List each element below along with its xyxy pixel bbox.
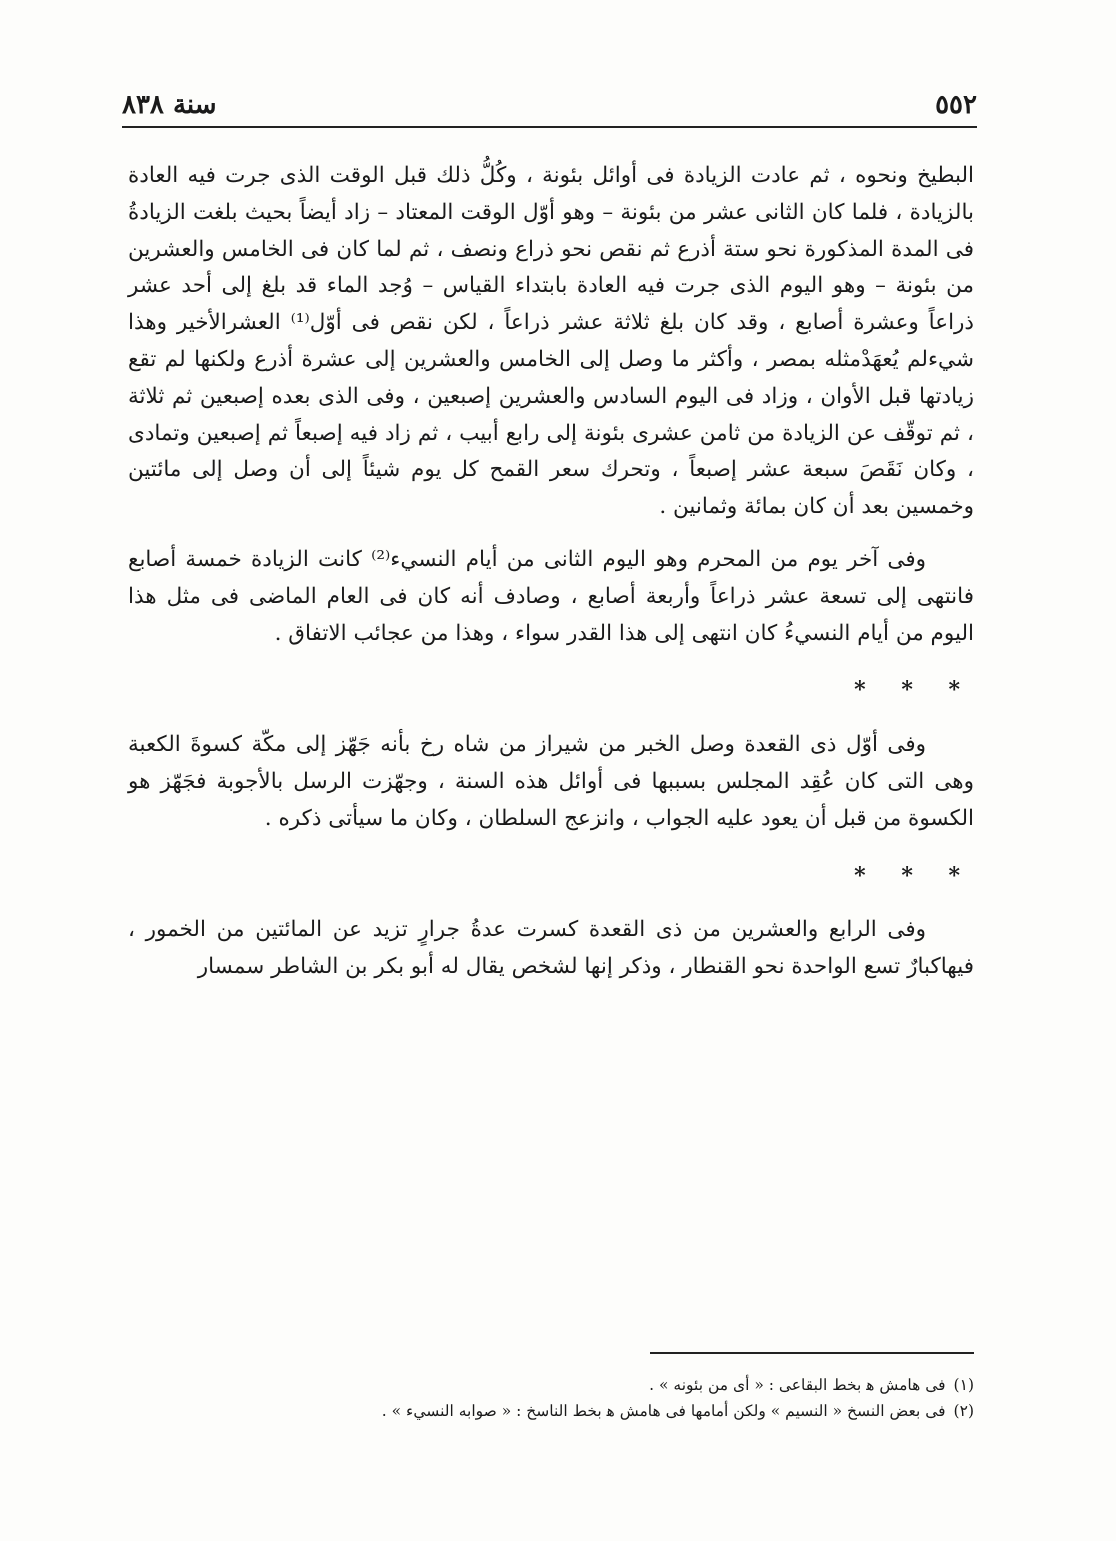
paragraph-3: وفى أوّل ذى القعدة وصل الخبر من شيراز من شاه رخ بأنه جَهّز إلى مكّة كسوةَ الكعبة وهى التى كان عُقِد المجلس بسببها فى أوائل هذه السنة ، وجهّزت الرسل بالأجوبة فجَهّز هو الكسوة من قبل أن يعود عليه الجواب ، وانزعج السلطان ، وكان ما سيأتى ذكره .	[128, 732, 974, 831]
footnote-divider	[650, 1352, 974, 1354]
main-text	[128, 158, 974, 986]
footnote-text: فى هامش ﻫ بخط البقاعى : « أى من بئونه » .	[649, 1376, 946, 1394]
paragraph-2: وفى آخر يوم من المحرم وهو اليوم الثانى من أيام النسيء⁽²⁾ كانت الزيادة خمسة أصابع فانتهى إلى تسعة عشر ذراعاً وأربعة أصابع ، وصادف أنه كان فى العام الماضى فى مثل هذا اليوم من أيام النسيءُ كان انتهى إلى هذا القدر سواء ، وهذا من عجائب الاتفاق .	[128, 546, 974, 646]
footnote-text: فى بعض النسخ « النسيم » ولكن أمامها فى هامش ﻫ بخط الناسخ : « صوابه النسيء » .	[381, 1402, 946, 1420]
running-head-year: سنة ٨٣٨	[122, 90, 217, 120]
section-separator-1: * * *	[854, 677, 974, 704]
header-divider	[122, 126, 977, 128]
footnotes	[300, 1372, 974, 1424]
footnote-marker: (٢)	[953, 1402, 974, 1420]
page-header	[122, 86, 977, 126]
footnote-marker: (١)	[953, 1376, 974, 1394]
page-number: ٥٥٢	[935, 90, 977, 120]
footnote-2	[300, 1398, 974, 1424]
paragraph-1: البطيخ ونحوه ، ثم عادت الزيادة فى أوائل بئونة ، وكُلُّ ذلك قبل الوقت الذى جرت فيه العادة بالزيادة ، فلما كان الثانى عشر من بئونة – وهو أوّل الوقت المعتاد – زاد أيضاً بحيث بلغت الزيادةُ فى المدة المذكورة نحو ستة أذرع ثم نقص نحو ذراع ونصف ، ثم لما كان فى الخامس والعشرين من بئونة – وهو اليوم الذى جرت فيه العادة بابتداء القياس – وُجد الماء قد بلغ إلى أحد عشر ذراعاً وعشرة أصابع ، وقد كان بلغ ثلاثة عشر ذراعاً ، لكن نقص فى أوّل⁽¹⁾ العشرالأخير وهذا شيءلم يُعهَدْمثله بمصر ، وأكثر ما وصل إلى الخامس والعشرين إلى عشرة أذرع ولكنها لم تقع زيادتها قبل الأوان ، وزاد فى اليوم السادس والعشرين إصبعين ، وفى الذى بعده إصبعين ثم ثلاثة ، ثم توقّف عن الزيادة من ثامن عشرى بئونة إلى رابع أبيب ، ثم زاد فيه إصبعاً ثم إصبعين وتمادى ، وكان نَقَصَ سبعة عشر إصبعاً ، وتحرك سعر القمح كل يوم شيئاً إلى أن وصل إلى مائتين وخمسين بعد أن كان بمائة وثمانين .	[128, 163, 974, 520]
footnote-1	[300, 1372, 974, 1398]
paragraph-4: وفى الرابع والعشرين من ذى القعدة كسرت عدةُ جرارٍ تزيد عن المائتين من الخمور ، فيهاكبارٌ تسع الواحدة نحو القنطار ، وذكر إنها لشخص يقال له أبو بكر بن الشاطر سمسار	[128, 917, 974, 980]
section-separator-2: * * *	[854, 862, 974, 889]
